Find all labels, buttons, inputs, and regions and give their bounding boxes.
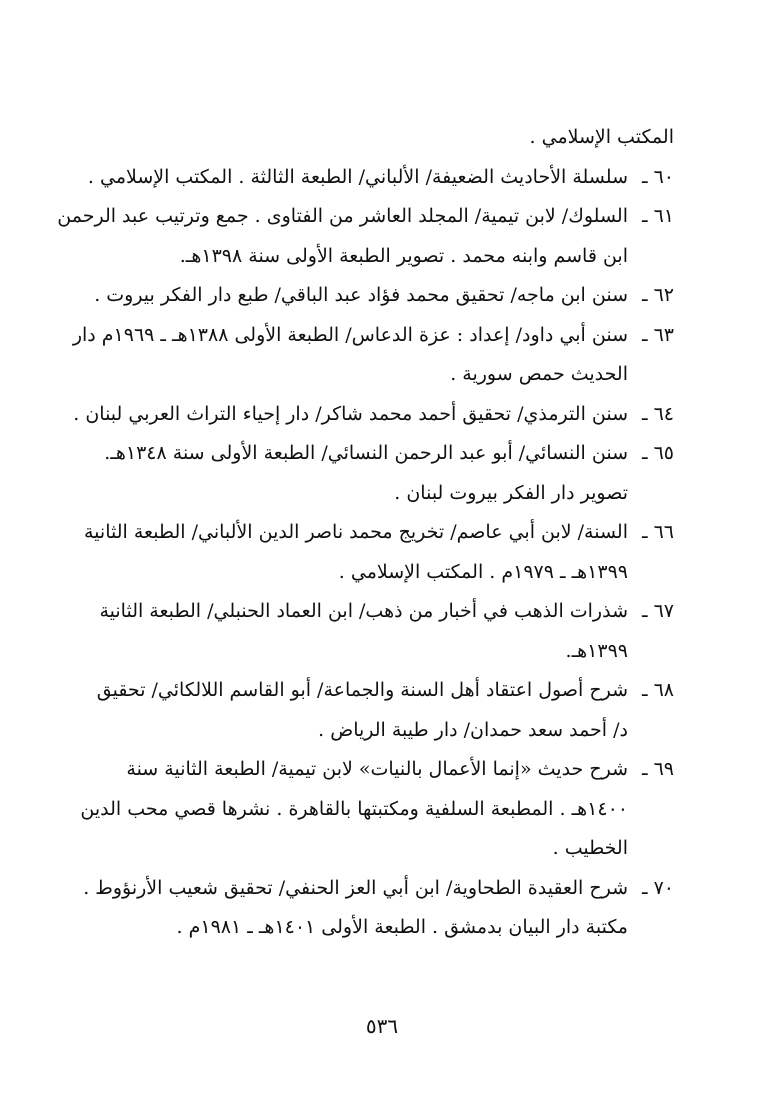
bibliography-entry xyxy=(84,671,674,750)
bibliography-entry xyxy=(73,395,674,435)
entry-text xyxy=(73,316,628,395)
entry-line: مكتبة دار البيان بدمشق . الطبعة الأولى ١٤٠١هـ ـ ١٩٨١م . xyxy=(176,916,628,938)
entry-number: ٧٠ ـ xyxy=(641,876,674,899)
entry-number: ٦٥ ـ xyxy=(641,442,674,464)
entry-number: ٦٧ ـ xyxy=(641,600,674,622)
entry-number: ٦٦ ـ xyxy=(641,521,674,543)
bibliography-entry xyxy=(84,158,674,198)
entry-line: ١٣٩٩هـ ـ ١٩٧٩م . المكتب الإسلامي . xyxy=(338,560,628,583)
entry-line: د/ أحمد سعد حمدان/ دار طيبة الرياض . xyxy=(318,718,628,741)
entry-line: ١٣٩٩هـ. xyxy=(565,639,628,662)
entry-line: سنن ابن ماجه/ تحقيق محمد فؤاد عبد الباقي/ طبع دار الفكر بيروت . xyxy=(94,284,628,306)
entry-line: الخطيب . xyxy=(552,837,628,859)
entry-text xyxy=(80,750,628,869)
entry-line: ابن قاسم وابنه محمد . تصوير الطبعة الأولى سنة ١٣٩٨هـ. xyxy=(179,244,628,267)
entry-number: ٦٢ ـ xyxy=(641,284,674,306)
entry-text xyxy=(73,395,628,435)
continuation-text: المكتب الإسلامي . xyxy=(529,126,674,148)
bibliography-entry xyxy=(72,316,674,395)
entry-line: شرح حديث «إنما الأعمال بالنيات» لابن تيمية/ الطبعة الثانية سنة xyxy=(126,758,628,780)
entry-line: سلسلة الأحاديث الضعيفة/ الألباني/ الطبعة الثالثة . المكتب الإسلامي . xyxy=(87,165,628,188)
entry-number: ٦٠ ـ xyxy=(641,165,674,188)
bibliography-entry xyxy=(84,434,674,513)
entry-line: سنن أبي داود/ إعداد : عزة الدعاس/ الطبعة الأولى ١٣٨٨هـ ـ ١٩٦٩م دار xyxy=(72,323,628,346)
entry-line: الحديث حمص سورية . xyxy=(450,363,628,385)
entry-number: ٦١ ـ xyxy=(641,205,674,227)
bibliography-entry xyxy=(84,592,674,671)
entry-line: سنن الترمذي/ تحقيق أحمد محمد شاكر/ دار إحياء التراث العربي لبنان . xyxy=(73,402,628,425)
bibliography-entry xyxy=(84,276,674,316)
entry-text xyxy=(84,276,628,316)
entry-number: ٦٤ ـ xyxy=(641,402,674,425)
entry-text xyxy=(57,197,628,276)
bibliography-entry xyxy=(80,750,674,869)
entry-line: تصوير دار الفكر بيروت لبنان . xyxy=(394,481,628,504)
entry-line: السنة/ لابن أبي عاصم/ تخريج محمد ناصر الدين الألباني/ الطبعة الثانية xyxy=(84,521,628,543)
bibliography-list xyxy=(57,118,674,948)
entry-text xyxy=(84,671,628,750)
entry-line: السلوك/ لابن تيمية/ المجلد العاشر من الفتاوى . جمع وترتيب عبد الرحمن xyxy=(57,205,628,227)
entry-line: سنن النسائي/ أبو عبد الرحمن النسائي/ الطبعة الأولى سنة ١٣٤٨هـ. xyxy=(104,442,628,464)
entry-text xyxy=(84,434,628,513)
entry-text xyxy=(84,158,628,198)
bibliography-entry xyxy=(84,869,674,948)
continuation-line xyxy=(84,118,674,158)
entry-line: شذرات الذهب في أخبار من ذهب/ ابن العماد الحنبلي/ الطبعة الثانية xyxy=(99,600,628,622)
bibliography-entry xyxy=(57,197,674,276)
bibliography-entry xyxy=(84,513,674,592)
entry-text xyxy=(83,869,628,948)
entry-line: شرح أصول اعتقاد أهل السنة والجماعة/ أبو القاسم اللالكائي/ تحقيق xyxy=(96,679,628,701)
entry-number: ٦٣ ـ xyxy=(641,323,674,346)
entry-line: شرح العقيدة الطحاوية/ ابن أبي العز الحنفي/ تحقيق شعيب الأرنؤوط . xyxy=(83,876,628,899)
entry-text xyxy=(84,513,628,592)
entry-number: ٦٩ ـ xyxy=(641,758,674,780)
entry-number: ٦٨ ـ xyxy=(641,679,674,701)
entry-line: ١٤٠٠هـ . المطبعة السلفية ومكتبتها بالقاهرة . نشرها قصي محب الدين xyxy=(80,797,628,820)
entry-text xyxy=(84,592,628,671)
page-number: ٥٣٦ xyxy=(365,1014,399,1038)
